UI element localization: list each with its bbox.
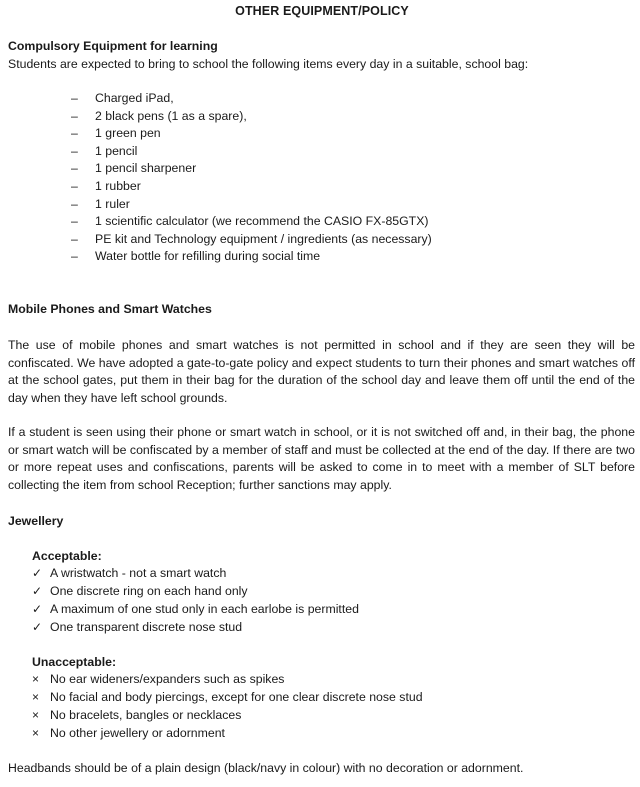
list-item: × No other jewellery or adornment (32, 725, 423, 743)
dash-bullet: – (71, 108, 78, 123)
list-item: ✓ One discrete ring on each hand only (32, 583, 359, 601)
list-item: – 2 black pens (1 as a spare), (71, 108, 432, 126)
list-item: × No facial and body piercings, except for one clear discrete nose stud (32, 689, 423, 707)
cross-icon: × (32, 707, 40, 722)
unacceptable-heading: Unacceptable: (32, 655, 117, 669)
phones-paragraph-1: The use of mobile phones and smart watches is not permitted in school and if they are seen they will be confiscated. We have adopted a gate-to-gate policy and expect students to turn their phones and smart watches off at the school gates, put them in their bag for the duration of the school day and leave them off until the end of the day when they have left school grounds. (8, 338, 635, 405)
list-item: ✓ A maximum of one stud only in each earlobe is permitted (32, 601, 359, 619)
list-item: – 1 ruler (71, 196, 432, 214)
cross-icon: × (32, 689, 40, 704)
check-icon: ✓ (32, 601, 43, 616)
page-title: OTHER EQUIPMENT/POLICY (235, 4, 409, 18)
check-icon: ✓ (32, 566, 43, 580)
list-item: – 1 pencil (71, 143, 432, 161)
headbands-note: Headbands should be of a plain design (black/navy in colour) with no decoration or adornment. (8, 761, 524, 775)
check-icon: ✓ (32, 619, 43, 634)
list-item: – 1 pencil sharpener (71, 160, 432, 178)
phones-paragraph-2: If a student is seen using their phone or smart watch in school, or it is not switched off and, in their bag, the phone or smart watch will be confiscated by a member of staff and must be collected at the end of the day. If there are two or more repeat uses and confiscations, parents will be asked to come in to meet with a member of SLT before collecting the item from school Reception; further sanctions may apply. (8, 425, 635, 492)
check-icon: ✓ (32, 583, 43, 598)
dash-bullet: – (71, 178, 78, 193)
dash-bullet: – (71, 161, 78, 176)
jewellery-heading: Jewellery (8, 514, 64, 528)
dash-bullet: – (71, 91, 78, 105)
acceptable-list (32, 565, 359, 637)
list-item: – Charged iPad, (71, 90, 432, 108)
equipment-list (71, 90, 432, 266)
dash-bullet: – (71, 214, 78, 229)
list-item: ✓ One transparent discrete nose stud (32, 619, 359, 637)
cross-icon: × (32, 672, 40, 686)
list-item: – 1 green pen (71, 125, 432, 143)
dash-bullet: – (71, 196, 78, 211)
equipment-intro: Students are expected to bring to school the following items every day in a suitable, school bag: (8, 57, 529, 71)
unacceptable-list (32, 671, 423, 743)
list-item: ✓ A wristwatch - not a smart watch (32, 565, 359, 583)
list-item: – PE kit and Technology equipment / ingredients (as necessary) (71, 231, 432, 249)
list-item: – Water bottle for refilling during social time (71, 248, 432, 266)
list-item: × No bracelets, bangles or necklaces (32, 707, 423, 725)
list-item: × No ear wideners/expanders such as spikes (32, 671, 423, 689)
dash-bullet: – (71, 249, 78, 264)
list-item: – 1 rubber (71, 178, 432, 196)
dash-bullet: – (71, 143, 78, 158)
equipment-heading: Compulsory Equipment for learning (8, 39, 218, 53)
acceptable-heading: Acceptable: (32, 549, 102, 563)
list-item: – 1 scientific calculator (we recommend the CASIO FX-85GTX) (71, 213, 432, 231)
dash-bullet: – (71, 126, 78, 141)
dash-bullet: – (71, 231, 78, 246)
cross-icon: × (32, 725, 40, 740)
phones-heading: Mobile Phones and Smart Watches (8, 302, 212, 316)
